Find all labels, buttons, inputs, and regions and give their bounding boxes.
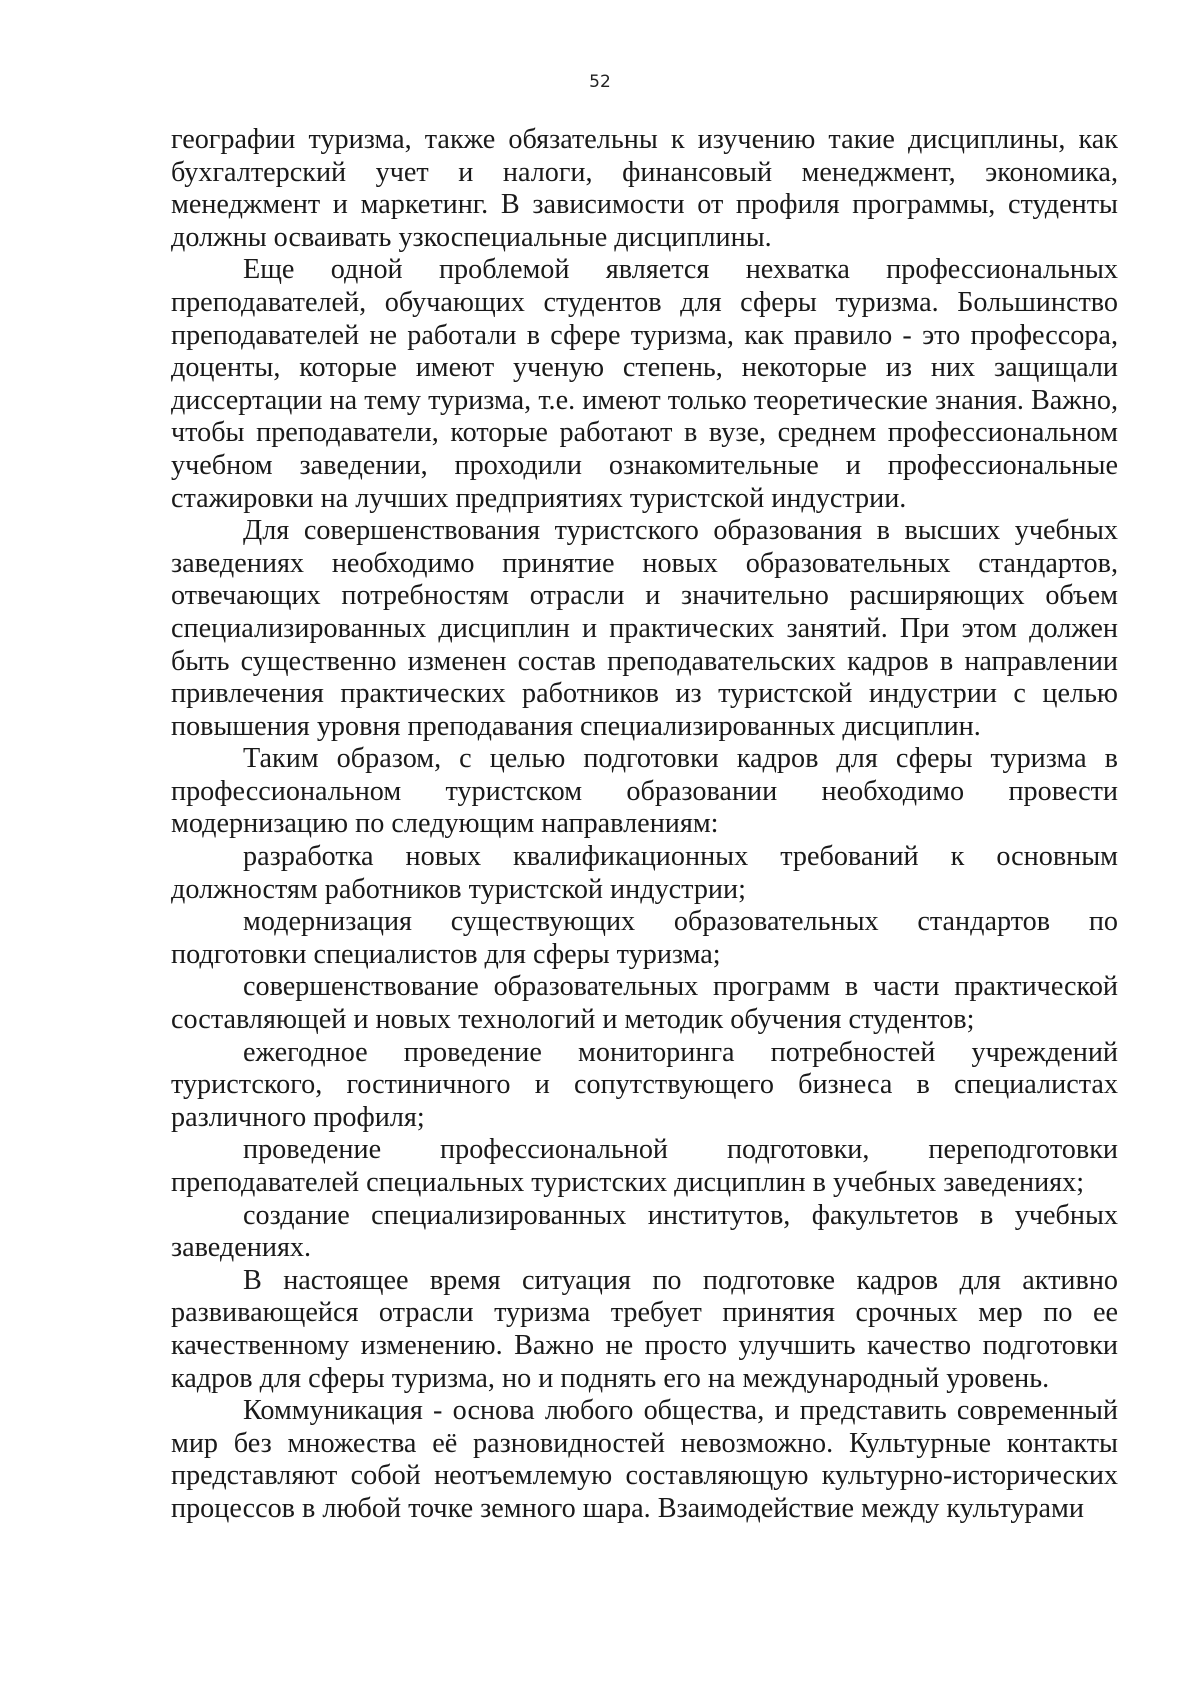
list-item: совершенствование образовательных программ в части практической составляющей и новых технологий и методик обучения студентов; xyxy=(171,971,1118,1036)
list-item: ежегодное проведение мониторинга потребностей учреждений туристского, гостиничного и сопутствующего бизнеса в специалистах различного профиля; xyxy=(171,1036,1118,1133)
paragraph: Таким образом, с целью подготовки кадров для сферы туризма в профессиональном туристском образовании необходимо провести модернизацию по следующим направлениям: xyxy=(171,743,1118,840)
page-number: 52 xyxy=(589,72,611,92)
paragraph: В настоящее время ситуация по подготовке кадров для активно развивающейся отрасли туризма требует принятия срочных мер по ее качественному изменению. Важно не просто улучшить качество подготовки кадров для сферы туризма, но и поднять его на международный уровень. xyxy=(171,1264,1118,1394)
list-item: проведение профессиональной подготовки, переподготовки преподавателей специальных туристских дисциплин в учебных заведениях; xyxy=(171,1134,1118,1198)
list-item: создание специализированных институтов, факультетов в учебных заведениях. xyxy=(171,1199,1118,1264)
list-item: разработка новых квалификационных требований к основным должностям работников туристской индустрии; xyxy=(171,841,1118,905)
document-body xyxy=(171,124,1118,1526)
paragraph: географии туризма, также обязательны к изучению такие дисциплины, как бухгалтерский учет и налоги, финансовый менеджмент, экономика, менеджмент и маркетинг. В зависимости от профиля программы, студенты должны осваивать узкоспециальные дисциплины. xyxy=(171,124,1118,253)
list-item: модернизация существующих образовательных стандартов по подготовки специалистов для сферы туризма; xyxy=(171,906,1118,970)
paragraph: Коммуникация - основа любого общества, и представить современный мир без множества её разновидностей невозможно. Культурные контакты представляют собой неотъемлемую составляющую культурно-исторических процессов в любой точке земного шара. Взаимодействие между культурами xyxy=(171,1395,1118,1524)
paragraph: Еще одной проблемой является нехватка профессиональных преподавателей, обучающих студентов для сферы туризма. Большинство преподавателей не работали в сфере туризма, как правило - это профессора, доценты, которые имеют ученую степень, некоторые из них защищали диссертации на тему туризма, т.е. имеют только теоретические знания. Важно, чтобы преподаватели, которые работают в вузе, среднем профессиональном учебном заведении, проходили ознакомительные и профессиональные стажировки на лучших предприятиях туристской индустрии. xyxy=(171,254,1118,514)
paragraph: Для совершенствования туристского образования в высших учебных заведениях необходимо принятие новых образовательных стандартов, отвечающих потребностям отрасли и значительно расширяющих объем специализированных дисциплин и практических занятий. При этом должен быть существенно изменен состав преподавательских кадров в направлении привлечения практических работников из туристской индустрии с целью повышения уровня преподавания специализированных дисциплин. xyxy=(171,515,1118,742)
